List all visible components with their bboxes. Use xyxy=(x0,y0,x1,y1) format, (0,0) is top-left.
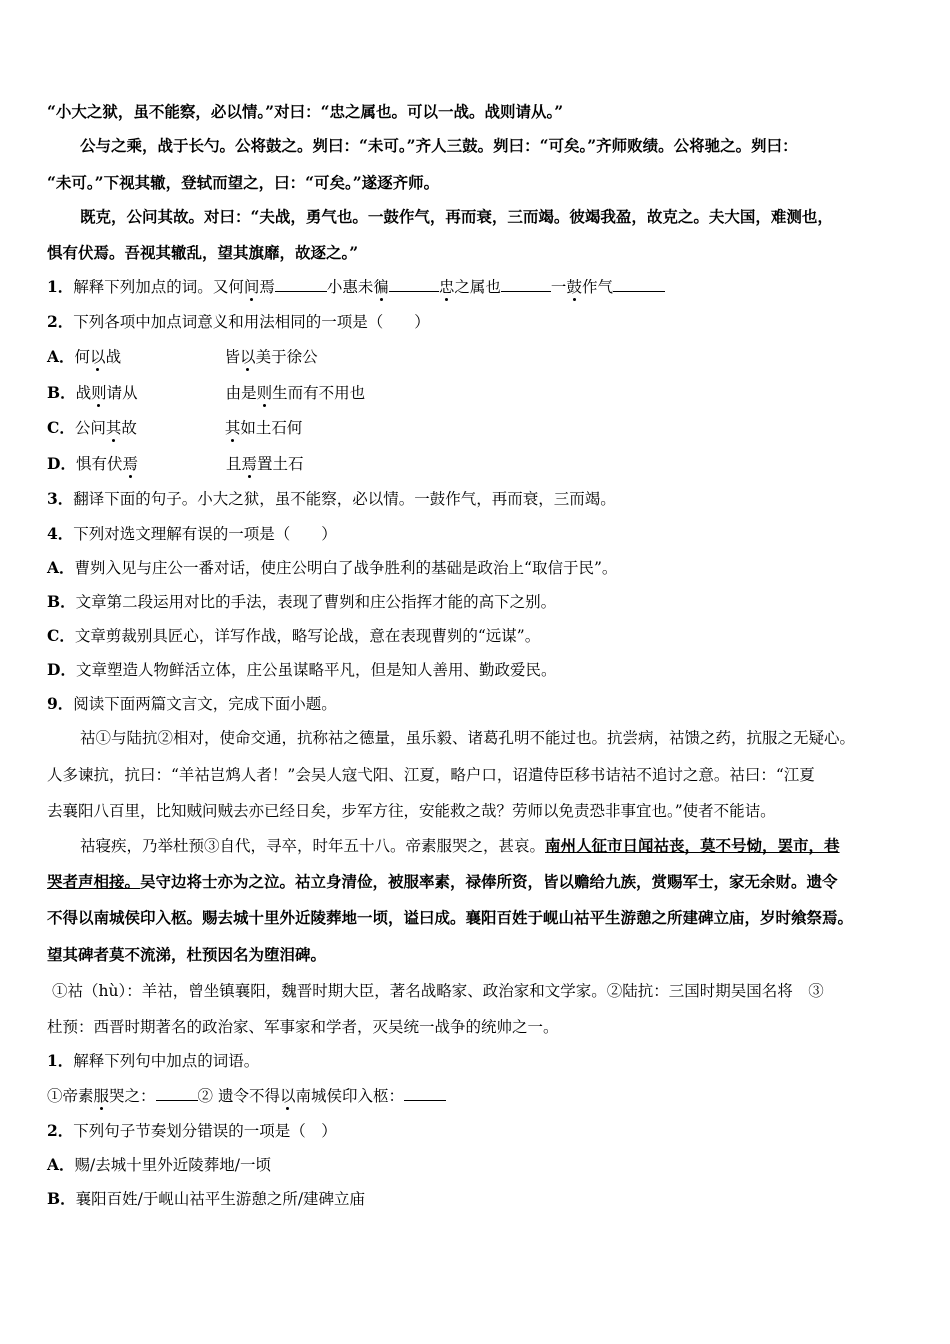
dotted-word: 以 xyxy=(279,1087,296,1105)
notes-line-1: ①祜（hù）：羊祜，曾坐镇襄阳，魏晋时期大臣，著名战略家、政治家和文学家。②陆抗：三国时期吴国名将 ③ xyxy=(52,982,824,1000)
q4-option-b[interactable]: B．文章第二段运用对比的手法，表现了曹刿和庄公指挥才能的高下之别。 xyxy=(47,592,557,611)
question-3: 3．翻译下面的句子。小大之狱，虽不能察，必以情。一鼓作气，再而衰，三而竭。 xyxy=(47,489,616,508)
passage2-p2c: 不得以南城侯印入柩。赐去城十里外近陵葬地一顷，谥曰成。襄阳百姓于岘山祜平生游憩之所建碑立庙，岁时飨祭焉。 xyxy=(47,908,854,927)
dotted-word: 其 xyxy=(105,419,122,437)
q2-option-a[interactable]: A．何以战 皆以美于徐公 xyxy=(47,347,318,366)
dotted-word: 焉 xyxy=(241,455,257,473)
q2-option-d[interactable]: D．惧有伏焉 且焉置土石 xyxy=(47,454,304,473)
sub-question-2: 2．下列句子节奏划分错误的一项是（ ） xyxy=(47,1121,337,1140)
underlined-sentence: 南州人征市日闻祜丧，莫不号恸，罢市，巷 xyxy=(545,836,840,855)
question-stem: 下列对选文理解有误的一项是（ ） xyxy=(73,525,337,543)
passage2-p2b: 哭者声相接。吴守边将士亦为之泣。祜立身清俭，被服率素，禄俸所资，皆以赡给九族，赏赐军士，家无余财。遗令 xyxy=(47,872,838,891)
answer-blank[interactable] xyxy=(613,277,665,292)
dotted-word: 间 xyxy=(243,278,260,296)
q2-option-b[interactable]: B．战则请从 由是则生而有不用也 xyxy=(47,383,366,402)
answer-blank[interactable] xyxy=(501,277,551,292)
answer-blank[interactable] xyxy=(156,1086,198,1101)
question-1: 1．解释下列加点的词。又何间焉 小惠未徧 忠之属也 一鼓作气 xyxy=(47,277,907,297)
answer-blank[interactable] xyxy=(389,277,439,292)
answer-blank[interactable] xyxy=(404,1086,446,1101)
sq2-option-b[interactable]: B．襄阳百姓/于岘山祜平生游憩之所/建碑立庙 xyxy=(47,1189,366,1208)
passage2-p1c: 去襄阳八百里，比知贼问贼去亦已经日矣，步军方往，安能救之哉？劳师以免责恐非事宜也。”使者不能诘。 xyxy=(47,802,776,820)
passage1-p3b: 惧有伏焉。吾视其辙乱，望其旗靡，故逐之。” xyxy=(47,243,359,262)
q4-option-c[interactable]: C．文章剪裁别具匠心，详写作战，略写论战，意在表现曹刿的“远谋”。 xyxy=(47,626,541,645)
dotted-word: 忠 xyxy=(438,278,455,296)
passage1-p1: “小大之狱，虽不能察，必以情。”对曰：“忠之属也。可以一战。战则请从。” xyxy=(47,102,564,121)
dotted-word: 则 xyxy=(91,384,107,402)
dotted-word: 服 xyxy=(93,1087,110,1105)
dotted-word: 以 xyxy=(240,348,256,366)
sub-question-1-items: ①帝素服哭之： ② 遗令不得以南城侯印入柩： xyxy=(47,1086,907,1106)
passage1-p3a: 既克，公问其故。对曰：“夫战，勇气也。一鼓作气，再而衰，三而竭。彼竭我盈，故克之。夫大国，难测也， xyxy=(80,207,833,226)
question-number: 1． xyxy=(47,277,74,296)
passage2-p2a: 祜寝疾，乃举杜预③自代，寻卒，时年五十八。帝素服哭之，甚哀。南州人征市日闻祜丧，莫不号恸，罢市，巷 xyxy=(80,836,840,855)
dotted-word: 则 xyxy=(256,384,273,402)
question-stem: 下列各项中加点词意义和用法相同的一项是（ ） xyxy=(73,313,430,331)
q2-option-c[interactable]: C．公问其故 其如土石何 xyxy=(47,418,303,437)
passage1-p2a: 公与之乘，战于长勺。公将鼓之。刿曰：“未可。”齐人三鼓。刿曰：“可矣。”齐师败绩。公将驰之。刿曰： xyxy=(80,136,798,155)
sq2-option-a[interactable]: A．赐/去城十里外近陵葬地/一顷 xyxy=(47,1155,271,1174)
q4-option-a[interactable]: A．曹刿入见与庄公一番对话，使庄公明白了战争胜利的基础是政治上“取信于民”。 xyxy=(47,558,618,577)
dotted-word: 焉 xyxy=(122,455,138,473)
dotted-word: 鼓 xyxy=(566,278,582,296)
passage2-p2d: 望其碑者莫不流涕，杜预因名为堕泪碑。 xyxy=(47,945,327,964)
dotted-word: 徧 xyxy=(373,278,389,296)
dotted-word: 其 xyxy=(224,419,241,437)
passage1-p2b: “未可。”下视其辙，登轼而望之，曰：“可矣。”遂逐齐师。 xyxy=(47,173,440,192)
notes-line-2: 杜预：西晋时期著名的政治家、军事家和学者，灭吴统一战争的统帅之一。 xyxy=(47,1018,559,1036)
question-2: 2．下列各项中加点词意义和用法相同的一项是（ ） xyxy=(47,312,430,331)
answer-blank[interactable] xyxy=(275,277,327,292)
sub-question-1: 1．解释下列句中加点的词语。 xyxy=(47,1051,260,1070)
passage2-p1b: 人多谏抗，抗曰：“羊祜岂鸩人者！”会吴人寇弋阳、江夏，略户口，诏遣侍臣移书诘祜不追讨之意。祜曰：“江夏 xyxy=(47,766,815,784)
question-9: 9．阅读下面两篇文言文，完成下面小题。 xyxy=(47,694,337,713)
question-stem: 解释下列加点的词。 xyxy=(73,278,213,296)
q4-option-d[interactable]: D．文章塑造人物鲜活立体，庄公虽谋略平凡，但是知人善用、勤政爱民。 xyxy=(47,660,557,679)
passage2-p1a: 祜①与陆抗②相对，使命交通，抗称祜之德量，虽乐毅、诸葛孔明不能过也。抗尝病，祜馈之药，抗服之无疑心。 xyxy=(80,729,856,747)
question-4: 4．下列对选文理解有误的一项是（ ） xyxy=(47,524,337,543)
underlined-sentence: 哭者声相接。 xyxy=(47,872,141,891)
dotted-word: 以 xyxy=(90,348,106,366)
